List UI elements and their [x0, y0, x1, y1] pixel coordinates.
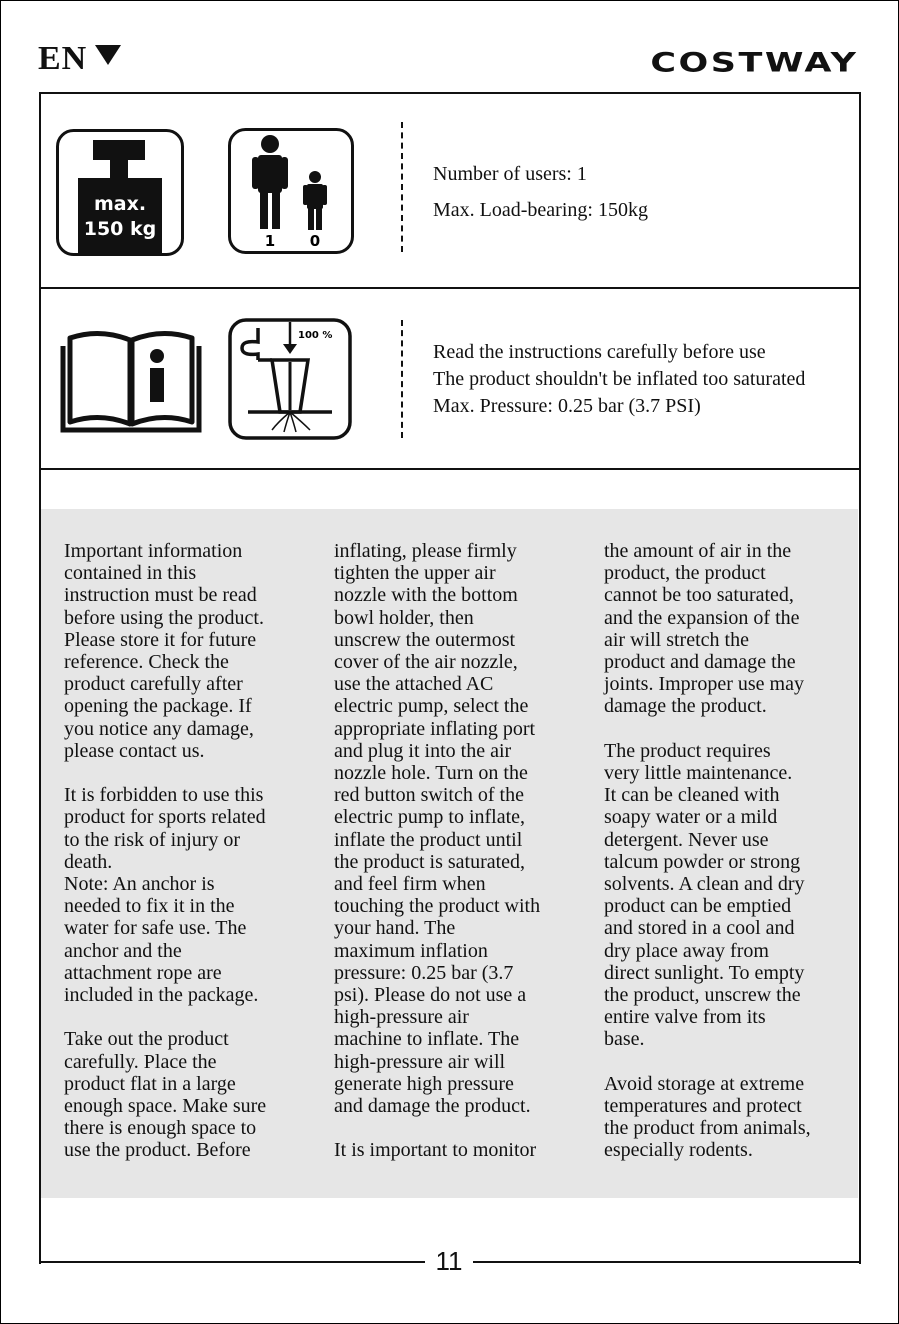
max-pressure-text: Max. Pressure: 0.25 bar (3.7 PSI) — [433, 395, 701, 417]
max-label: max. — [93, 193, 147, 215]
section2-info — [433, 339, 805, 420]
triangle-down-icon — [95, 45, 121, 65]
brand-logo: COSTWAY — [650, 46, 859, 79]
max-load-text: Max. Load-bearing: 150kg — [433, 199, 648, 221]
section1-divider — [401, 122, 403, 252]
section-divider-1 — [39, 287, 860, 289]
text-column-2: inflating, please firmly tighten the upper air nozzle with the bottom bowl holder, then unscrew the outermost cover of the air nozzle, use the attached AC electric pump, select the appropriate inflating port and plug it into the air nozzle hole. Turn on the red button switch of the electric pump to inflate, inflate the product until the product is saturated, and feel firm when touching the product with your hand. The maximum inflation pressure: 0.25 bar (3.7 psi). Please do not use a high-pressure air machine to inflate. The high-pressure air will generate high pressure and damage the product. It is important to monitor — [334, 540, 541, 1162]
child-count: 0 — [309, 232, 321, 250]
section-divider-2 — [39, 468, 860, 470]
pump-pressure-icon — [228, 318, 352, 440]
section2-divider — [401, 320, 403, 438]
adult-count: 1 — [264, 232, 276, 250]
weight-label: 150 kg — [83, 218, 157, 240]
page-number: 11 — [435, 1246, 463, 1276]
max-weight-icon — [56, 129, 184, 256]
language-code: EN — [38, 40, 88, 77]
users-icon — [228, 128, 354, 254]
pressure-percent: 100 % — [298, 330, 333, 341]
language-indicator — [38, 40, 121, 78]
inflation-warning-text: The product shouldn't be inflated too saturated — [433, 368, 806, 390]
read-manual-icon — [60, 326, 202, 434]
frame-bottom-line-right — [473, 1261, 859, 1263]
frame-bottom-line-left — [39, 1261, 425, 1263]
users-count-text: Number of users: 1 — [433, 163, 587, 185]
text-column-3: the amount of air in the product, the product cannot be too saturated, and the expansion of the air will stretch the product and damage the joints. Improper use may damage the product. The product requires very little maintenance. It can be cleaned with soapy water or a mild detergent. Never use talcum powder or strong solvents. A clean and dry product can be emptied and stored in a cool and dry place away from direct sunlight. To empty the product, unscrew the entire valve from its base. Avoid storage at extreme temperatures and protect the product from animals, especially rodents. — [604, 540, 811, 1162]
section1-info — [433, 156, 648, 228]
read-instructions-text: Read the instructions carefully before use — [433, 341, 766, 363]
text-column-1: Important information contained in this instruction must be read before using the product. Please store it for future reference. Check the product carefully after opening the package. If you notice any damage, please contact us. It is forbidden to use this product for sports related to the risk of injury or death. Note: An anchor is needed to fix it in the water for safe use. The anchor and the attachment rope are included in the package. Take out the product carefully. Place the product flat in a large enough space. Make sure there is enough space to use the product. Before — [64, 540, 267, 1162]
